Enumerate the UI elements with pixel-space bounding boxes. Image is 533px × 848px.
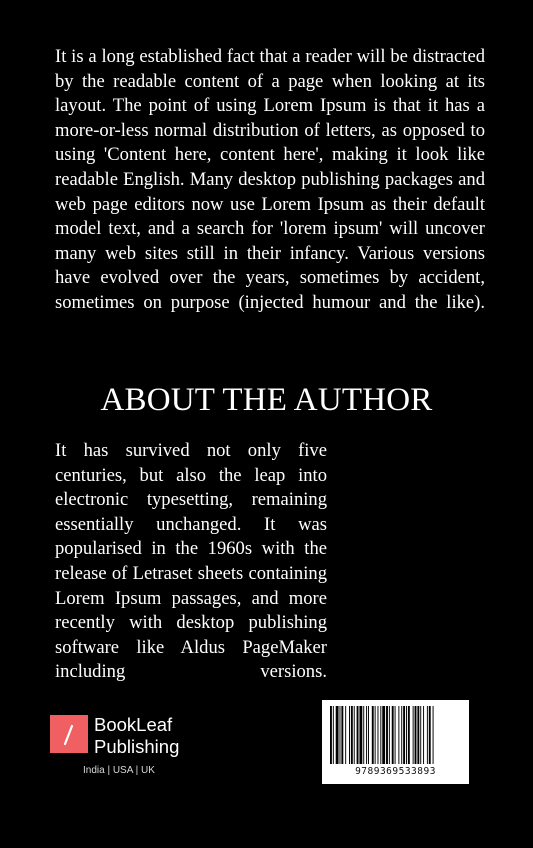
bio-line: software like Aldus PageMaker — [55, 636, 327, 658]
bio-line: It has survived not only five — [55, 440, 327, 461]
blurb-line: by the readable content of a page when looking at its — [55, 70, 485, 92]
blurb-line: sometimes on purpose (injected humour and the like). — [55, 291, 485, 313]
publisher-name-line2: Publishing — [94, 736, 180, 757]
blurb-line: more-or-less normal distribution of letters, as opposed to — [55, 119, 485, 141]
blurb-text — [55, 45, 485, 316]
author-bio-text — [55, 439, 327, 685]
bio-line: essentially unchanged. It was — [55, 513, 327, 535]
blurb-line: web page editors now use Lorem Ipsum as their default — [55, 193, 485, 215]
bookleaf-logo-icon — [50, 715, 88, 753]
bio-line: recently with desktop publishing — [55, 612, 327, 634]
barcode-bars — [330, 706, 461, 764]
publisher-name-line1: BookLeaf — [94, 714, 173, 735]
publisher-regions: India | USA | UK — [83, 765, 155, 776]
bio-line: release of Letraset sheets containing — [55, 562, 327, 584]
bio-line: centuries, but also the leap into — [55, 464, 327, 486]
blurb-line: readable English. Many desktop publishing packages and — [55, 168, 485, 190]
isbn-barcode — [322, 700, 469, 784]
bio-line: Lorem Ipsum passages, and more — [55, 587, 327, 609]
bio-line: electronic typesetting, remaining — [55, 489, 327, 511]
isbn-number: 9789369533893 — [355, 766, 436, 777]
blurb-line: have evolved over the years, sometimes by accident, — [55, 267, 485, 289]
blurb-line: It is a long established fact that a reader will be distracted — [55, 46, 485, 67]
about-author-heading: ABOUT THE AUTHOR — [100, 382, 433, 418]
bio-line: including versions. — [55, 661, 327, 683]
blurb-line: model text, and a search for 'lorem ipsum' will uncover — [55, 218, 485, 240]
bio-line: popularised in the 1960s with the — [55, 538, 327, 560]
blurb-line: many web sites still in their infancy. Various versions — [55, 242, 485, 264]
publisher-logo — [50, 715, 220, 785]
blurb-line: using 'Content here, content here', making it look like — [55, 144, 485, 166]
blurb-line: layout. The point of using Lorem Ipsum is that it has a — [55, 95, 485, 117]
